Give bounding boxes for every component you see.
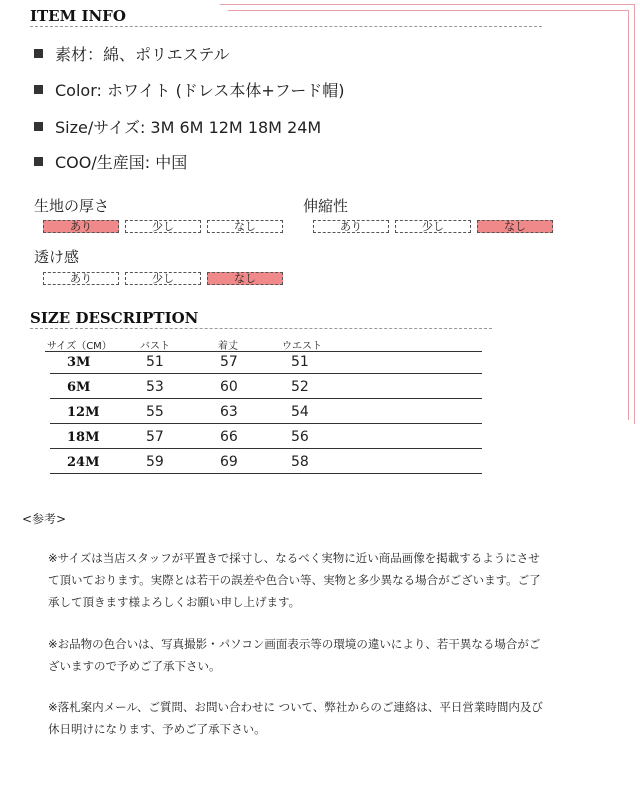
size-description-divider xyxy=(30,328,492,329)
reference-note: ※サイズは当店スタッフが平置きで採寸し、なるべく実物に近い商品画像を掲載するようにさせて頂いております。実際とは若干の誤差や色合い等、実物と多少異なる場合がございます。ご了承して頂きます様よろしくお願い申し上げます。 xyxy=(48,551,541,609)
thickness-label: 生地の厚さ xyxy=(34,197,110,215)
size-row-rule xyxy=(50,473,482,474)
item-info-divider xyxy=(30,26,542,27)
size-row-waist: 52 xyxy=(291,379,309,395)
bullet-square-icon xyxy=(34,85,43,94)
size-header-length: 着丈 xyxy=(218,341,238,352)
size-row-bust: 59 xyxy=(146,454,164,470)
thickness-option-ari: あり xyxy=(43,220,119,233)
item-info-text: COO/生産国: 中国 xyxy=(55,153,188,172)
thickness-option-sukoshi: 少し xyxy=(125,220,201,233)
size-row-rule xyxy=(50,448,482,449)
reference-note: ※お品物の色合いは、写真撮影・パソコン画面表示等の環境の違いにより、若干異なる場合がございますので予めご了承下さい。 xyxy=(48,637,541,673)
item-info-title: ITEM INFO xyxy=(30,7,126,25)
item-info-row-color xyxy=(34,78,345,101)
size-row-bust: 53 xyxy=(146,379,164,395)
item-info-text: 素材：綿、ポリエステル xyxy=(55,45,230,64)
stretch-label: 伸縮性 xyxy=(303,197,349,215)
sheer-option-ari: あり xyxy=(43,272,119,285)
size-header-rule xyxy=(45,351,482,352)
reference-heading: <参考> xyxy=(22,512,67,526)
size-row-waist: 54 xyxy=(291,404,309,420)
size-row-bust: 51 xyxy=(146,354,164,370)
size-row-bust: 55 xyxy=(146,404,164,420)
size-row-length: 63 xyxy=(220,404,238,420)
size-row-rule xyxy=(50,373,482,374)
decorative-border-top-inner xyxy=(228,10,628,11)
size-row-waist: 56 xyxy=(291,429,309,445)
size-row-label: 24M xyxy=(67,455,100,470)
sheer-option-nashi: なし xyxy=(207,272,283,285)
decorative-border-right-inner xyxy=(628,10,629,420)
size-header-size: サイズ（CM） xyxy=(47,341,112,352)
thickness-option-nashi: なし xyxy=(207,220,283,233)
size-description-title: SIZE DESCRIPTION xyxy=(30,309,199,327)
sheer-label: 透け感 xyxy=(34,248,80,266)
size-row-length: 60 xyxy=(220,379,238,395)
item-info-row-material xyxy=(34,42,230,65)
stretch-option-sukoshi: 少し xyxy=(395,220,471,233)
reference-note: ※落札案内メール、ご質問、お問い合わせに ついて、弊社からのご連絡は、平日営業時間内及び休日明けになります、予めご了承下さい。 xyxy=(48,700,543,736)
item-info-row-coo xyxy=(34,150,187,173)
size-row-rule xyxy=(50,423,482,424)
size-header-waist: ウエスト xyxy=(282,341,322,352)
size-row-length: 66 xyxy=(220,429,238,445)
item-info-text: Color: ホワイト (ドレス本体+フード帽) xyxy=(55,81,345,100)
size-header-bust: バスト xyxy=(140,341,170,352)
stretch-option-nashi: なし xyxy=(477,220,553,233)
decorative-border-right xyxy=(634,4,635,424)
bullet-square-icon xyxy=(34,157,43,166)
bullet-square-icon xyxy=(34,122,43,131)
decorative-border-top xyxy=(220,4,634,5)
size-row-rule xyxy=(50,398,482,399)
size-row-waist: 51 xyxy=(291,354,309,370)
size-row-label: 12M xyxy=(67,405,100,420)
size-row-length: 57 xyxy=(220,354,238,370)
size-row-waist: 58 xyxy=(291,454,309,470)
stretch-option-ari: あり xyxy=(313,220,389,233)
item-info-row-size xyxy=(34,115,321,138)
item-info-text: Size/サイズ: 3M 6M 12M 18M 24M xyxy=(55,118,322,137)
size-row-bust: 57 xyxy=(146,429,164,445)
size-row-label: 3M xyxy=(67,355,91,370)
size-row-label: 18M xyxy=(67,430,100,445)
size-row-length: 69 xyxy=(220,454,238,470)
sheer-option-sukoshi: 少し xyxy=(125,272,201,285)
size-row-label: 6M xyxy=(67,380,91,395)
bullet-square-icon xyxy=(34,49,43,58)
